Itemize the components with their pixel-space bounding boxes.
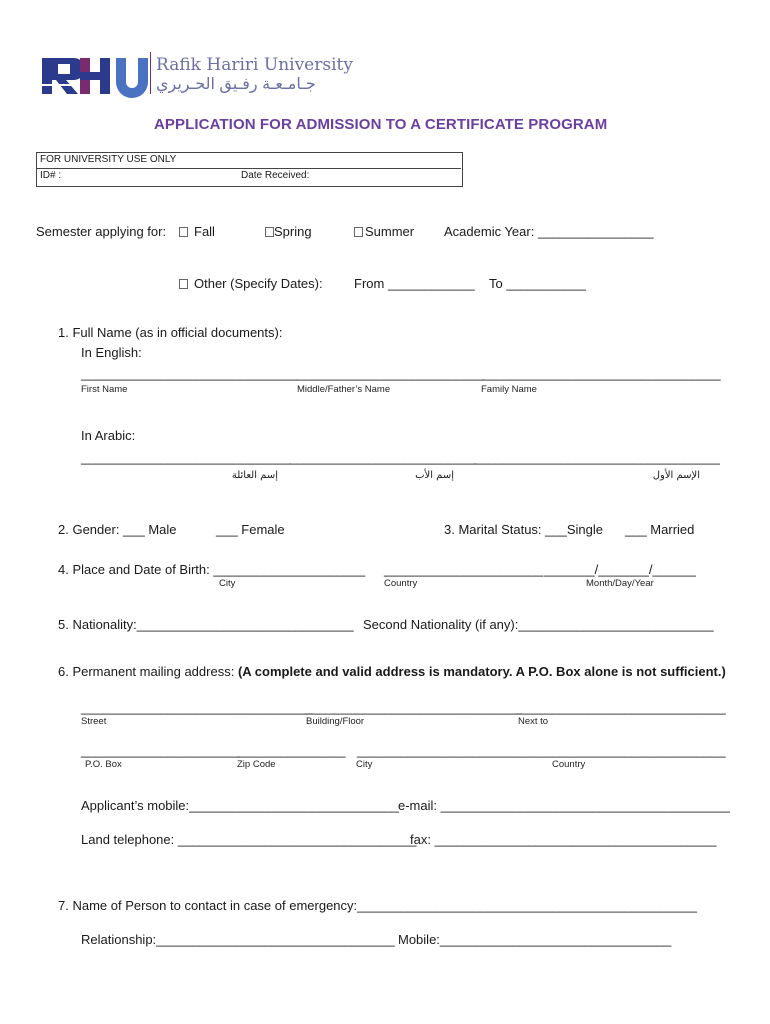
first-name-caption: First Name [81,384,128,395]
next-to-line[interactable]: _____________________________ [516,700,726,715]
marital-married-field[interactable]: ___ Married [625,522,695,537]
gender-male-field[interactable]: 2. Gender: ___ Male [58,522,177,537]
building-caption: Building/Floor [306,716,365,727]
academic-year-field[interactable]: Academic Year: ________________ [444,224,654,239]
summer-checkbox[interactable] [354,227,363,237]
id-label: ID# : [40,170,62,181]
in-english-label: In English: [81,345,142,360]
spring-label: Spring [274,224,312,239]
other-checkbox[interactable] [179,279,188,289]
mailing-address-text: 6. Permanent mailing address: [58,664,238,679]
street-caption: Street [81,716,107,727]
email-field[interactable]: e-mail: ________________________________________ [398,798,730,813]
birth-country-caption: Country [384,578,418,589]
relationship-field[interactable]: Relationship:_________________________________ [81,932,395,947]
semester-summer-option[interactable] [354,224,414,239]
logo-name-ar: جـامـعـة رفـيق الحـريري [156,76,316,93]
arabic-family-line[interactable]: _____________________________ [81,450,291,465]
in-arabic-label: In Arabic: [81,428,136,443]
city-caption: City [356,759,373,770]
city-line[interactable]: ___________________________ [357,743,553,758]
logo-divider [150,52,151,94]
gender-female-field[interactable]: ___ Female [216,522,285,537]
arabic-father-line[interactable]: __________________________ [289,450,477,465]
country-line[interactable]: ________________________ [552,743,726,758]
fall-checkbox[interactable] [179,227,188,237]
from-date-field[interactable]: From ____________ [354,276,475,291]
applicant-mobile-field[interactable]: Applicant’s mobile:_____________________________ [81,798,399,813]
emergency-contact-field[interactable]: 7. Name of Person to contact in case of emergency:_______________________________________________ [58,898,697,913]
street-line[interactable]: ________________________________ [81,700,313,715]
summer-label: Summer [365,224,415,239]
arabic-first-caption: الإسم الأول [652,470,700,481]
birth-date-caption: Month/Day/Year [586,578,654,589]
next-to-caption: Next to [518,716,549,727]
arabic-father-caption: إسم الأب [415,470,454,481]
fax-field[interactable]: fax: _______________________________________ [410,832,717,847]
family-name-caption: Family Name [481,384,537,395]
semester-other-option[interactable] [179,276,323,291]
spring-checkbox[interactable] [265,227,274,237]
family-name-line[interactable]: _________________________________ [482,366,721,381]
birth-date-field[interactable]: _______/_______/______ [544,562,696,577]
zip-code-caption: Zip Code [237,759,276,770]
birth-country-field[interactable]: ______________________ [384,562,544,577]
date-received-label: Date Received: [241,170,310,181]
arabic-family-caption: إسم العائلة [231,470,278,481]
po-box-line[interactable]: ______________________ [81,743,241,758]
semester-fall-option[interactable] [179,224,215,239]
zip-code-line[interactable]: _______________ [237,743,346,758]
second-nationality-field[interactable]: Second Nationality (if any):___________________________ [363,617,714,632]
other-label: Other (Specify Dates): [194,276,323,291]
mailing-address-note: (A complete and valid address is mandatory. A P.O. Box alone is not sufficient.) [237,664,726,679]
fall-label: Fall [194,224,215,239]
birth-city-caption: City [219,578,236,589]
full-name-label: 1. Full Name (as in official documents): [58,325,283,340]
birth-place-city-field[interactable]: 4. Place and Date of Birth: _____________________ [58,562,366,577]
country-caption: Country [552,759,586,770]
building-line[interactable]: ______________________________ [305,700,522,715]
po-box-caption: P.O. Box [85,759,122,770]
logo-name-en: Rafik Hariri University [156,55,353,75]
university-logo [40,50,152,98]
emergency-mobile-field[interactable]: Mobile:________________________________ [398,932,672,947]
form-title: APPLICATION FOR ADMISSION TO A CERTIFICATE PROGRAM [154,116,608,133]
middle-name-line[interactable]: __________________________ [297,366,485,381]
semester-spring-option[interactable] [265,224,312,239]
mailing-address-label [58,664,726,679]
university-use-heading: FOR UNIVERSITY USE ONLY [40,154,177,165]
arabic-first-line[interactable]: __________________________________ [474,450,720,465]
to-date-field[interactable]: To ___________ [489,276,586,291]
nationality-field[interactable]: 5. Nationality:______________________________ [58,617,354,632]
first-name-line[interactable]: ______________________________ [81,366,298,381]
marital-single-field[interactable]: 3. Marital Status: ___Single [444,522,603,537]
land-telephone-field[interactable]: Land telephone: _________________________________ [81,832,417,847]
rhu-logo-icon [40,50,152,98]
middle-name-caption: Middle/Father’s Name [297,384,391,395]
semester-label: Semester applying for: [36,224,167,239]
